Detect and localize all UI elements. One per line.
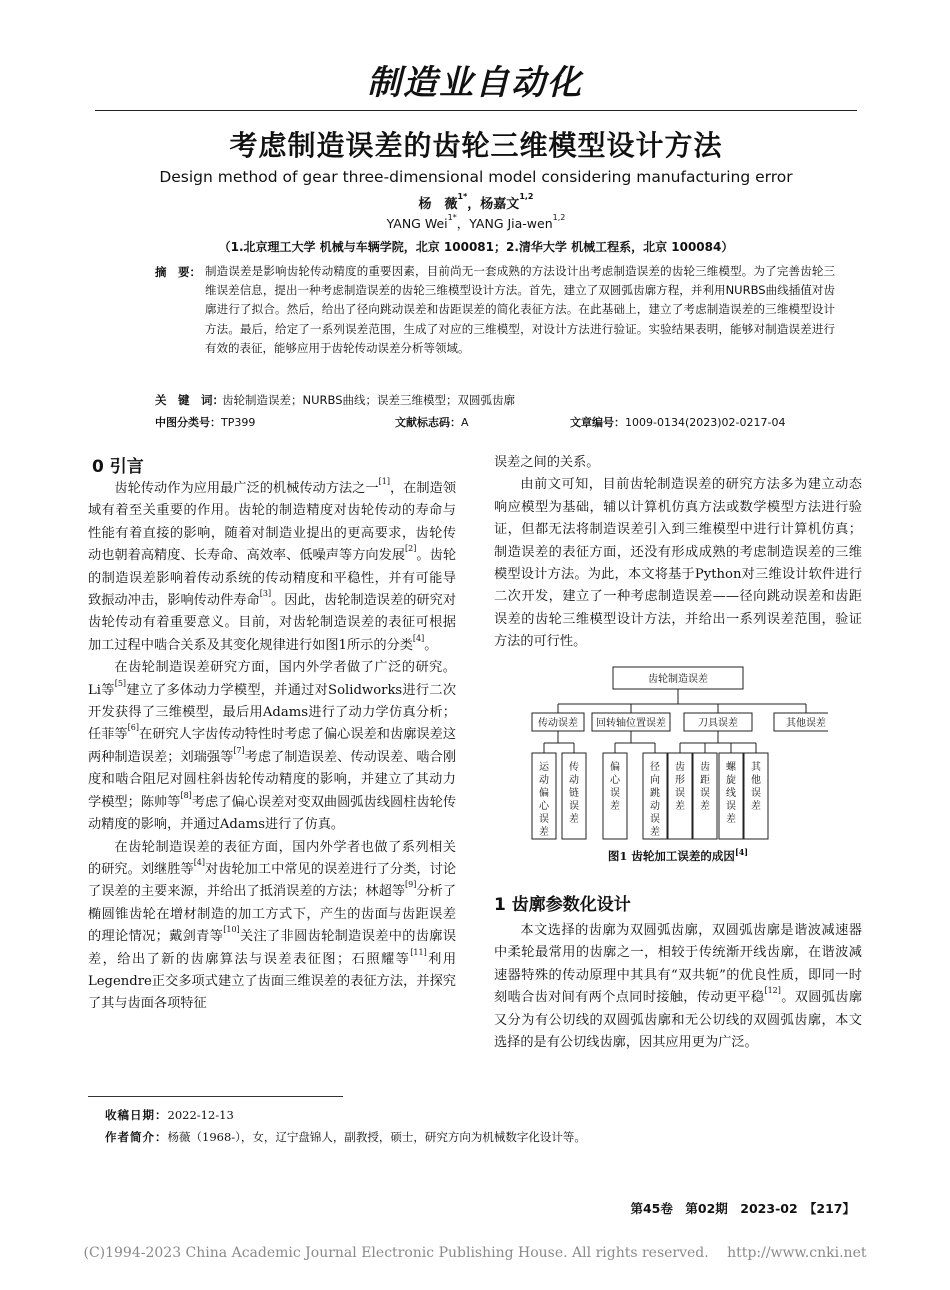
affiliations: （1.北京理工大学 机械与车辆学院，北京 100081；2.清华大学 机械工程系，北京 100084） [218,240,734,254]
leaf-label-char: 差 [675,801,685,812]
leaf-label-char: 线 [726,788,736,799]
article-number-value: 1009-0134(2023)02-0217-04 [625,416,786,429]
leaf-label-char: 差 [610,801,620,812]
citation: [6] [127,723,139,733]
citation: [5] [114,678,127,688]
leaf-label-char: 误 [569,801,579,812]
text-run: 。因此，齿轮制造误差的研究对齿轮传动有着重要意义。目前，对齿轮制造误差的表征可根据加工过程中啮合关系及其变化规律进行如图1所示的分类 [88,593,457,653]
citation: [12] [764,986,781,996]
text-run: 。 [424,637,438,653]
figure-1 [528,665,828,875]
leaf-label-char: 误 [700,788,710,799]
level1-label: 回转轴位置误差 [596,718,666,729]
author-bio-value: 杨薇（1968-），女，辽宁盘锦人，副教授，硕士，研究方向为机械数字化设计等。 [167,1130,586,1144]
caption-citation: [4] [734,847,749,857]
leaf-label-char: 向 [650,775,660,786]
citation: [11] [410,947,427,957]
leaf-label-char: 差 [700,801,710,812]
leaf-label-char: 螺 [726,762,736,773]
doc-code-field [395,414,469,430]
citation: [7] [233,745,245,755]
section1-paragraph-1 [494,920,862,1054]
clc-value: TP399 [221,416,256,429]
figure-1-diagram [528,665,828,845]
leaf-label-char: 误 [610,788,620,799]
author2-name-en: YANG Jia-wen [469,216,553,231]
leaf-label-char: 距 [700,775,710,786]
citation: [8] [180,790,192,800]
level1-label: 传动误差 [538,718,578,729]
leaf-label-char: 他 [751,775,761,786]
abstract-label: 摘 要： [155,265,201,279]
keywords-label: 关 键 词： [155,393,224,407]
level1-label: 刀具误差 [698,718,738,729]
intro-paragraph-3 [88,837,456,1016]
text-run: 考虑了偏心误差对变双曲圆弧齿线圆柱齿轮传动精度的影响，并通过Adams进行了仿真。 [88,794,457,833]
leaf-label-char: 旋 [726,775,736,786]
leaf-label-char: 动 [539,775,549,786]
authors-cn [95,193,857,212]
text-run: 在研究人字齿传动特性时考虑了偏心误差和齿廓误差这两种制造误差；刘瑞强等 [88,727,457,765]
leaf-label-char: 偏 [610,762,620,773]
leaf-label-char: 误 [650,814,660,825]
footnote-received [105,1107,234,1123]
author1-sup-en: 1* [447,213,457,222]
leaf-label-char: 其 [751,762,761,773]
intro-paragraph-4: 由前文可知，目前齿轮制造误差的研究方法多为建立动态响应模型为基础，辅以计算机仿真方法或数学模型方法进行验证，但都无法将制造误差引入到三维模型中进行计算机仿真；制造误差的表征方面，还没有形成成熟的考虑制造误差的三维模型设计方法。为此，本文将基于Python对三维设计软件进行二次开发，建立了一种考虑制造误差——径向跳动误差和齿距误差的齿轮三维模型设计方法，并给出一系列误差范围，验证方法的可行性。 [494,477,862,650]
section-heading-1: 1 齿廓参数化设计 [494,895,631,915]
author2-name: 杨嘉文 [480,197,520,212]
leaf-label-char: 运 [539,762,549,773]
author1-name-en: YANG Wei [386,216,448,231]
doc-code-label: 文献标志码： [395,416,461,429]
left-column [88,478,456,1016]
level1-label: 其他误差 [786,718,826,729]
doc-code-value: A [461,416,469,429]
intro-paragraph-3-continued: 误差之间的关系。 [494,455,600,470]
paper-title-cn: 考虑制造误差的齿轮三维模型设计方法 [229,129,723,162]
received-value: 2022-12-13 [167,1108,234,1122]
citation: [10] [223,925,240,935]
author-separator-en: ， [456,216,470,231]
text-run: 关注了非圆齿轮制造误差中的齿廓误差，给出了新的齿廓算法与误差表征图；石照耀等 [88,929,457,967]
author-separator: ， [467,197,481,212]
leaf-label-char: 差 [726,814,736,825]
text-run: 对齿轮加工中常见的误差进行了分类，讨论了误差的主要来源，并给出了抵消误差的方法；林超等 [88,861,457,900]
author1-sup: 1* [457,192,468,201]
right-column-bottom [494,920,862,1054]
right-column-top [494,452,862,654]
leaf-label-char: 动 [569,775,579,786]
citation: [3] [259,589,272,599]
article-number-field [570,414,785,430]
leaf-label-char: 链 [569,788,579,799]
text-run: ，在制造领域有着至关重要的作用。齿轮的制造精度对齿轮传动的寿命与性能有着直接的影响，随着对制造业提出的更高要求，齿轮传动也朝着高精度、长寿命、高效率、低噪声等方向发展 [88,481,457,564]
leaf-label-char: 齿 [675,762,685,773]
leaf-label-char: 误 [539,814,549,825]
figure-1-caption [528,848,828,864]
article-number-label: 文章编号： [570,416,625,429]
text-run: 齿轮传动作为应用最广泛的机械传动方法之一 [114,481,379,496]
author1-name: 杨 薇 [418,197,458,212]
header-rule [95,110,857,111]
text-run: 建立了多体动力学模型，并通过对Solidworks进行二次开发获得了三维模型，最后用Adams进行了动力学仿真分析；任菲等 [88,682,457,743]
caption-text: 图1 齿轮加工误差的成因 [607,849,735,863]
text-run: 。齿轮的制造误差影响着传动系统的传动精度和平稳性，并有可能导致振动冲击，影响传动件寿命 [88,548,457,609]
leaf-label-char: 跳 [650,788,660,799]
leaf-label-char: 误 [751,788,761,799]
citation: [4] [412,633,425,643]
leaf-label-char: 差 [539,827,549,838]
authors-en [95,214,857,232]
intro-paragraph-1 [88,478,456,657]
leaf-label-char: 传 [569,762,579,773]
leaf-label-char: 形 [675,775,685,786]
root-node-label: 齿轮制造误差 [648,674,708,685]
author2-sup: 1,2 [519,192,534,201]
leaf-label-char: 动 [650,801,660,812]
text-run: 考虑了制造误差、传动误差、啮合刚度和啮合阻尼对圆柱斜齿轮传动精度的影响，并建立了其动力学模型；陈帅等 [88,749,457,810]
journal-logo-art [355,58,595,104]
footnote-rule [88,1096,343,1097]
author2-sup-en: 1,2 [552,213,566,222]
text-run: 利用Legendre正交多项式建立了齿面三维误差的表征方法，并探究了其与齿面各项特征 [88,951,457,1012]
footnote-author-bio [105,1129,586,1145]
paper-title-en: Design method of gear three-dimensional model considering manufacturing error [159,168,793,186]
text-run: 分析了椭圆锥齿轮在增材制造的加工方式下，产生的齿面与齿距误差的理论情况；戴剑青等 [88,884,457,945]
intro-paragraph-2 [88,657,456,836]
journal-name: 制造业自动化 [367,63,583,103]
clc-label: 中图分类号： [155,416,221,429]
clc-field [155,414,255,430]
received-label: 收稿日期： [105,1108,168,1122]
leaf-label [569,760,579,825]
citation: [2] [405,544,417,554]
keywords-text: 齿轮制造误差；NURBS曲线；误差三维模型；双圆弧齿廓 [222,393,515,407]
page-info: 第45卷 第02期 2023-02 【217】 [630,1201,855,1216]
leaf-label-char: 差 [569,814,579,825]
leaf-label-char: 径 [650,762,660,773]
section-heading-intro: 0 引言 [92,457,144,477]
leaf-label-char: 误 [726,801,736,812]
leaf-label-char: 心 [610,775,620,786]
leaf-label-char: 差 [751,801,761,812]
journal-logo [355,58,595,104]
citation: [4] [193,857,206,867]
text-run: 在齿轮制造误差研究方面，国内外学者做了广泛的研究。Li等 [88,660,456,698]
abstract-text: 制造误差是影响齿轮传动精度的重要因素，目前尚无一套成熟的方法设计出考虑制造误差的齿轮三维模型。为了完善齿轮三维误差信息，提出一种考虑制造误差的齿轮三维模型设计方法。首先，建立了双圆弧齿廓方程，并利用NURBS曲线插值对齿廓进行了拟合。然后，给出了径向跳动误差和齿距误差的简化表征方法。在此基础上，建立了考虑制造误差的三维模型设计方法。最后，给定了一系列误差范围，生成了对应的三维模型，对设计方法进行验证。实验结果表明，能够对制造误差进行有效的表征，能够应用于齿轮传动误差分析等领域。 [205,264,835,355]
author-bio-label: 作者简介： [105,1130,168,1144]
leaf-label-char: 偏 [539,788,549,799]
leaf-label-char: 误 [675,788,685,799]
text-run: 本文选择的齿廓为双圆弧齿廓，双圆弧齿廓是谐波减速器中柔轮最常用的齿廓之一，相较于传统渐开线齿廓，在谐波减速器特殊的传动原理中其具有“双共轭”的优良性质，即同一时刻啮合齿对间有两个点同时接触，传动更平稳 [494,923,862,1006]
leaf-label-char: 差 [650,827,660,838]
text-run: 。双圆弧齿廓又分为有公切线的双圆弧齿廓和无公切线的双圆弧齿廓，本文选择的是有公切线齿廓，因其应用更为广泛。 [494,990,863,1051]
classification-row [155,414,855,430]
leaf-label [726,760,737,825]
citation: [9] [405,880,417,890]
citation: [1] [378,477,390,486]
copyright-notice: (C)1994-2023 China Academic Journal Electronic Publishing House. All rights reserved. http://www.cnki.net [83,1245,867,1261]
leaf-label-char: 齿 [700,762,710,773]
text-run: 在齿轮制造误差的表征方面，国内外学者也做了系列相关的研究。刘继胜等 [88,839,456,877]
leaf-label-char: 心 [539,801,549,812]
